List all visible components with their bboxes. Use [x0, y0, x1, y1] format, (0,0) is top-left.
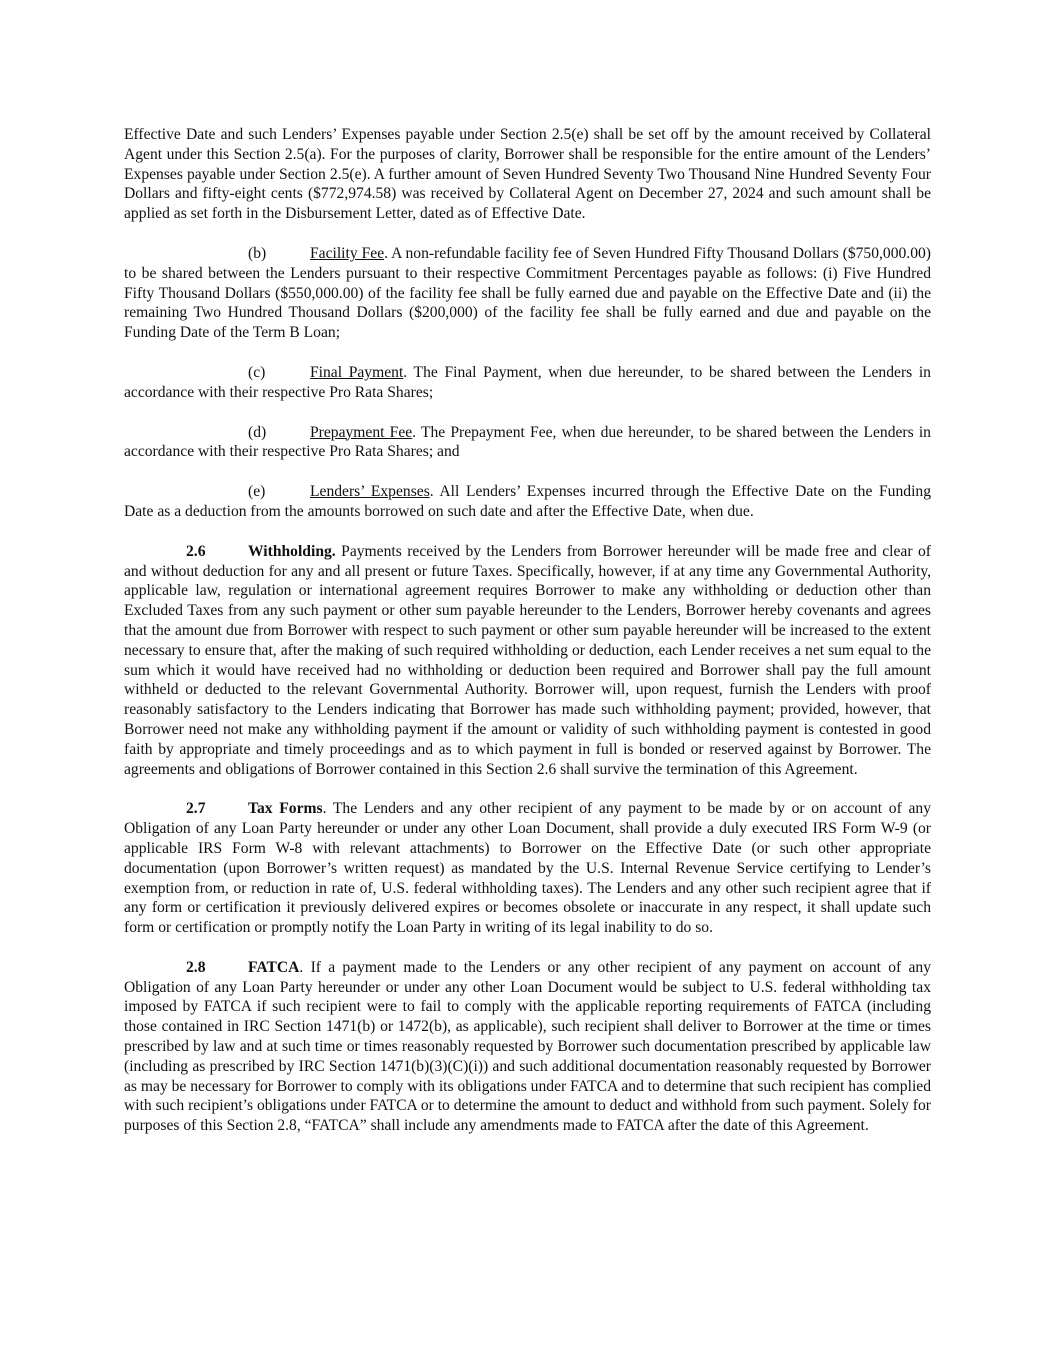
subsection-title: Final Payment — [310, 363, 404, 381]
subsection-text: . A non-refundable facility fee of Seven Hundred Fifty Thousand Dollars ($750,000.00) to be shared between the Lenders pursuant to their respective Commitment Percentages payable as follows: (i) Five Hundred Fifty Thousand Dollars ($550,000.00) of the facility fee shall be fully earned due and payable on the Effective Date and (ii) the remaining Two Hundred Thousand Dollars ($200,000) of the facility fee shall be fully earned and due and payable on the Funding Date of the Term B Loan; — [124, 244, 931, 342]
subsection-text: . All Lenders’ Expenses incurred through the Effective Date on the Funding Date as a deduction from the amounts borrowed on such date and after the Effective Date, when due. — [124, 483, 931, 520]
subsection-number: (d) — [248, 423, 267, 441]
subsection-b — [124, 244, 931, 343]
subsection-text: . The Prepayment Fee, when due hereunder, to be shared between the Lenders in accordance with their respective Pro Rata Shares; and — [124, 423, 931, 461]
subsection-d — [124, 423, 931, 463]
subsection-c — [124, 363, 931, 403]
section-2-8 — [124, 958, 931, 1136]
subsection-number: (b) — [248, 244, 267, 262]
subsection-title: Prepayment Fee — [310, 423, 413, 441]
section-title: Tax Forms — [248, 800, 323, 818]
subsection-number: (e) — [248, 483, 266, 501]
section-number: 2.7 — [186, 800, 206, 818]
section-number: 2.6 — [186, 542, 206, 560]
subsection-number: (c) — [248, 363, 266, 381]
section-text: Payments received by the Lenders from Borrower hereunder will be made free and clear of and without deduction for any and all present or future Taxes. Specifically, however, if at any time any Governmental Authority, applicable law, regulation or international agreement requires Borrower to make any withholding or deduction other than Excluded Taxes from any such payment or other sum payable hereunder to the Lenders, Borrower hereby covenants and agrees that the amount due from Borrower with respect to such payment or other sum payable hereunder will be increased to the extent necessary to ensure that, after the making of such required withholding or deduction, each Lender receives a net sum equal to the sum which it would have received had no withholding or deduction been required and Borrower shall pay the full amount withheld or deducted to the relevant Governmental Authority. Borrower will, upon request, furnish the Lenders with proof reasonably satisfactory to the Lenders indicating that Borrower has made such withholding payment; provided, however, that Borrower need not make any withholding payment if the amount or validity of such withholding payment is contested in good faith by appropriate and timely proceedings and as to which payment in full is bonded or reserved against by Borrower. The agreements and obligations of Borrower contained in this Section 2.6 shall survive the termination of this Agreement. — [124, 542, 931, 778]
subsection-e — [124, 482, 931, 522]
intro-paragraph: Effective Date and such Lenders’ Expenses payable under Section 2.5(e) shall be set off by the amount received by Collateral Agent under this Section 2.5(a). For the purposes of clarity, Borrower shall be responsible for the entire amount of the Lenders’ Expenses payable under Section 2.5(e). A further amount of Seven Hundred Seventy Two Thousand Nine Hundred Seventy Four Dollars and fifty-eight cents ($772,974.58) was received by Collateral Agent on December 27, 2024 and such amount shall be applied as set forth in the Disbursement Letter, dated as of Effective Date. — [124, 126, 931, 223]
section-title: Withholding. — [248, 542, 336, 560]
section-title: FATCA — [248, 958, 300, 976]
subsection-title: Facility Fee — [310, 244, 385, 262]
document-page — [124, 125, 931, 1156]
section-2-6 — [124, 542, 931, 780]
section-text: . The Lenders and any other recipient of any payment to be made by or on account of any Obligation of any Loan Party hereunder or under any other Loan Document, shall provide a duly executed IRS Form W-9 (or applicable IRS Form W-8 with relevant attachments) to Borrower on the Effective Date (or such other appropriate documentation (upon Borrower’s written request) as mandated by the U.S. Internal Revenue Service certifying to Lender’s exemption from, or reduction in rate of, U.S. federal withholding taxes). The Lenders and any other such recipient agree that if any form or certification it previously delivered expires or becomes obsolete or inaccurate in any respect, it shall update such form or certification or promptly notify the Loan Party in writing of its legal inability to do so. — [124, 800, 932, 937]
subsection-title: Lenders’ Expenses — [310, 483, 430, 501]
subsection-text: . The Final Payment, when due hereunder, to be shared between the Lenders in accordance with their respective Pro Rata Shares; — [124, 363, 931, 401]
section-2-7 — [124, 799, 931, 938]
section-number: 2.8 — [186, 958, 206, 976]
section-text: . If a payment made to the Lenders or any other recipient of any payment on account of any Obligation of any Loan Party hereunder or under any other Loan Document would be subject to U.S. federal withholding tax imposed by FATCA if such recipient were to fail to comply with the applicable reporting requirements of FATCA (including those contained in IRC Section 1471(b) or 1472(b), as applicable), such recipient shall deliver to Borrower at the time or times prescribed by law and at such time or times reasonably requested by Borrower such documentation prescribed by applicable law (including as prescribed by IRC Section 1471(b)(3)(C)(i)) and such additional documentation reasonably requested by Borrower as may be necessary for Borrower to comply with its obligations under FATCA and to determine that such recipient has complied with such recipient’s obligations under FATCA or to determine the amount to deduct and withhold from such payment. Solely for purposes of this Section 2.8, “FATCA” shall include any amendments made to FATCA after the date of this Agreement. — [124, 958, 931, 1135]
